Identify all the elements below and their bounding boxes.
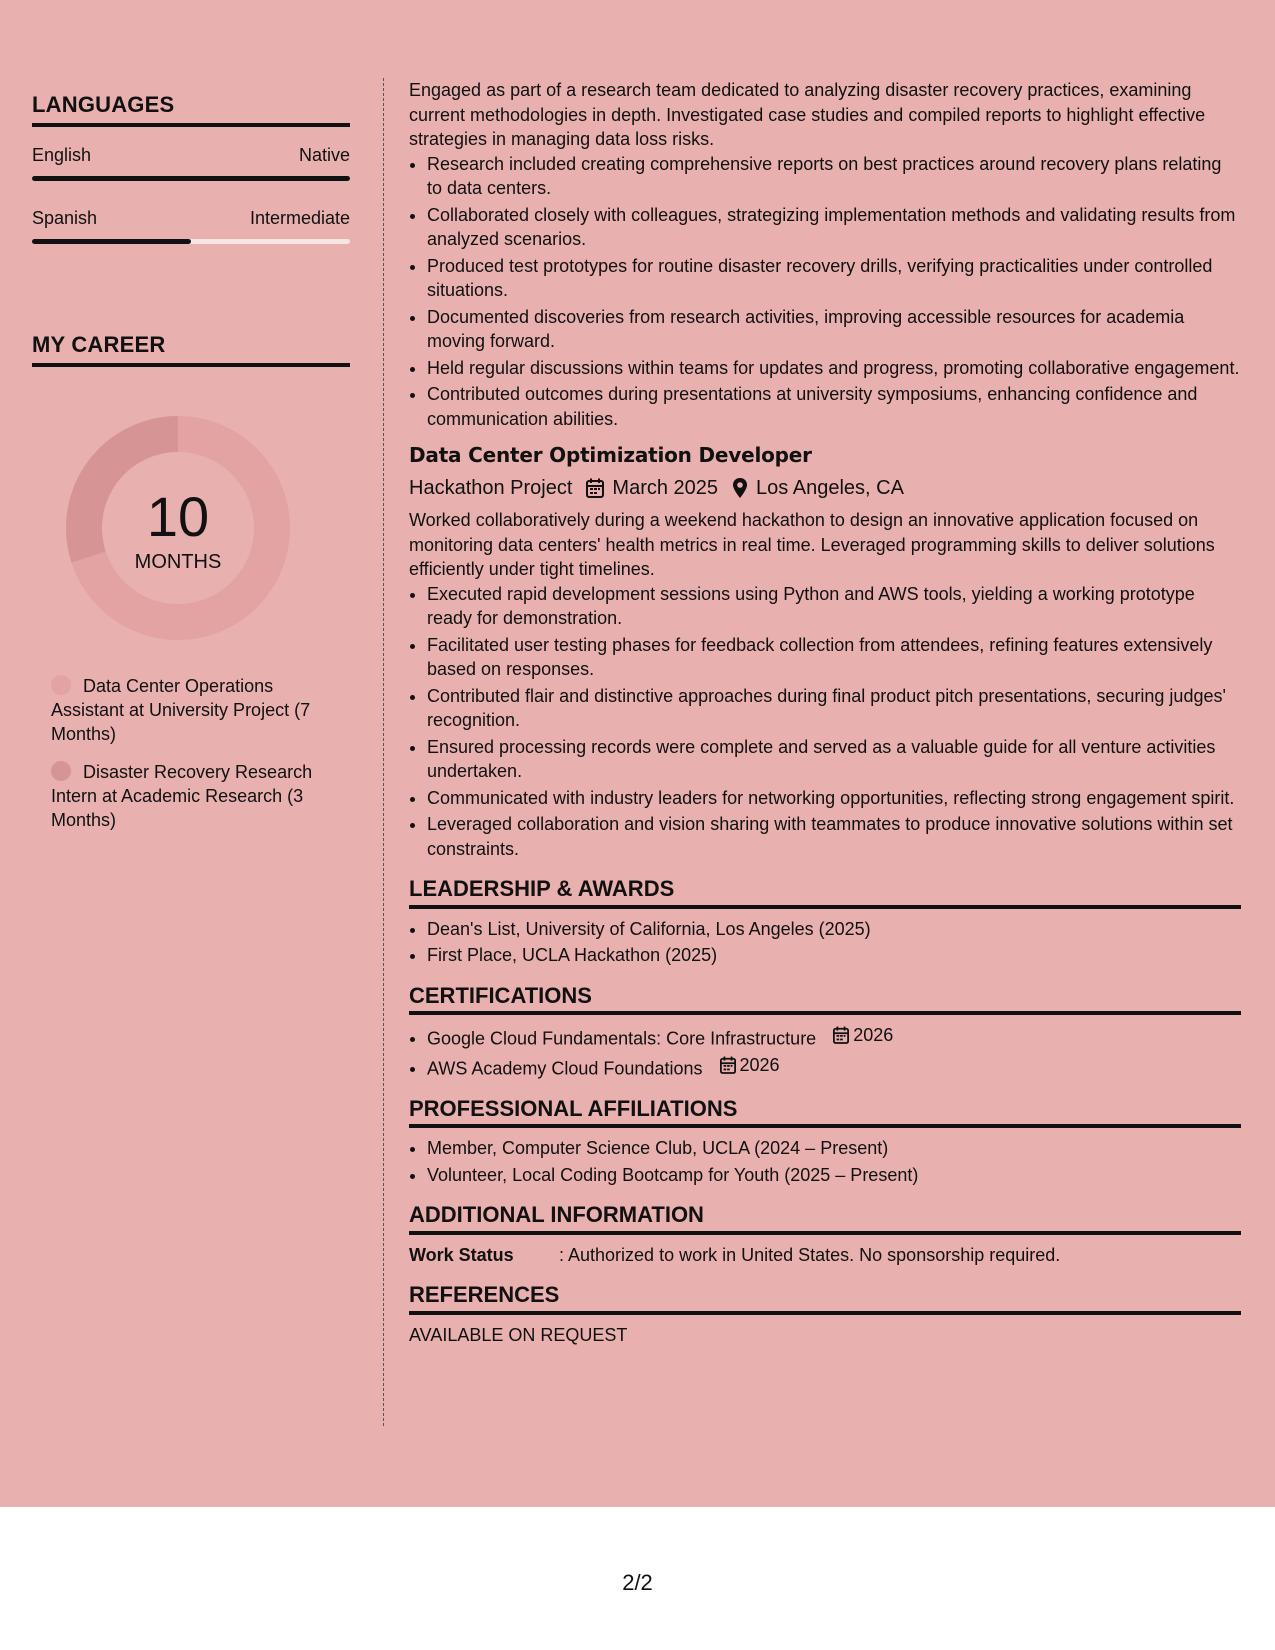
calendar-icon	[720, 1056, 736, 1074]
list-item	[427, 1023, 1241, 1051]
job-bullets	[409, 582, 1241, 862]
list-item: • Collaborated closely with colleagues, strategizing implementation methods and validating results from analyzed scenarios.	[427, 203, 1241, 252]
career-section	[32, 332, 350, 367]
language-proficiency-bar	[32, 176, 350, 181]
certifications-title: CERTIFICATIONS	[409, 984, 1241, 1016]
language-name: Spanish	[32, 208, 98, 228]
leadership-title: LEADERSHIP & AWARDS	[409, 877, 1241, 909]
references-text: AVAILABLE ON REQUEST	[409, 1324, 628, 1345]
language-item	[32, 145, 350, 181]
certification-year: 2026	[853, 1025, 894, 1045]
language-proficiency-fill	[32, 239, 191, 244]
list-item: • Member, Computer Science Club, UCLA (2024 – Present)	[427, 1136, 1241, 1161]
list-item: • Contributed outcomes during presentations at university symposiums, enhancing confidence and communication abilities.	[427, 382, 1241, 431]
certification-name: AWS Academy Cloud Foundations	[427, 1058, 703, 1078]
job-title: Data Center Optimization Developer	[409, 443, 812, 467]
calendar-icon	[586, 478, 604, 498]
donut-center	[66, 416, 290, 640]
career-legend	[51, 674, 341, 846]
list-item: • Documented discoveries from research activities, improving accessible resources for academia moving forward.	[427, 305, 1241, 354]
map-pin-icon	[732, 477, 748, 499]
affiliations-title: PROFESSIONAL AFFILIATIONS	[409, 1097, 1241, 1129]
calendar-icon	[833, 1026, 849, 1044]
legend-dot	[51, 675, 71, 695]
career-title: MY CAREER	[32, 332, 350, 367]
column-divider	[383, 78, 384, 1426]
list-item: • Held regular discussions within teams for updates and progress, promoting collaborative engagement.	[427, 356, 1241, 381]
job-location: Los Angeles, CA	[756, 476, 904, 499]
job-meta	[409, 476, 1241, 501]
experience-bullets	[409, 152, 1241, 432]
list-item: • Leveraged collaboration and vision sharing with teammates to produce innovative solutions within set constraints.	[427, 812, 1241, 861]
right-column	[409, 78, 1241, 1347]
list-item: • First Place, UCLA Hackathon (2025)	[427, 943, 1241, 968]
legend-label: Data Center Operations Assistant at University Project (7 Months)	[51, 676, 311, 744]
language-proficiency-fill	[32, 176, 350, 181]
certification-year: 2026	[739, 1054, 780, 1075]
work-status-value: : Authorized to work in United States. No sponsorship required.	[559, 1244, 1061, 1265]
certification-date	[833, 1023, 893, 1048]
list-item: • Contributed flair and distinctive approaches during final product pitch presentations, securing judges' recognition.	[427, 684, 1241, 733]
list-item: • Communicated with industry leaders for networking opportunities, reflecting strong engagement spirit.	[427, 786, 1241, 811]
job-organization: Hackathon Project	[409, 476, 573, 499]
experience-intro: Engaged as part of a research team dedicated to analyzing disaster recovery practices, examining current methodologies in depth. Investigated case studies and compiled reports to highlight effective strategies in managing data loss risks.	[409, 80, 1206, 149]
legend-label: Disaster Recovery Research Intern at Academic Research (3 Months)	[51, 762, 313, 830]
languages-title: LANGUAGES	[32, 92, 350, 127]
references-title: REFERENCES	[409, 1283, 1241, 1315]
career-donut-chart	[66, 416, 290, 640]
work-status-row	[409, 1243, 1241, 1268]
language-level: Native	[298, 145, 350, 165]
job-summary: Worked collaboratively during a weekend hackathon to design an innovative application focused on monitoring data centers' health metrics in real time. Leveraged programming skills to deliver solutions efficiently under tight timelines.	[409, 510, 1215, 579]
career-total-unit: MONTHS	[134, 550, 222, 573]
list-item: • Volunteer, Local Coding Bootcamp for Youth (2025 – Present)	[427, 1163, 1241, 1188]
additional-info-title: ADDITIONAL INFORMATION	[409, 1203, 1241, 1235]
certification-date	[720, 1053, 780, 1078]
leadership-list	[409, 917, 1241, 968]
languages-section	[32, 92, 350, 244]
language-proficiency-bar	[32, 239, 350, 244]
list-item: • Facilitated user testing phases for feedback collection from attendees, refining features extensively based on responses.	[427, 633, 1241, 682]
list-item: • Produced test prototypes for routine disaster recovery drills, verifying practicalities under controlled situations.	[427, 254, 1241, 303]
certifications-list	[409, 1023, 1241, 1081]
affiliations-list	[409, 1136, 1241, 1187]
language-item	[32, 208, 350, 244]
job-date: March 2025	[612, 476, 719, 499]
legend-dot	[51, 761, 71, 781]
language-level: Intermediate	[249, 208, 350, 228]
list-item	[427, 1053, 1241, 1081]
list-item: • Executed rapid development sessions using Python and AWS tools, yielding a working prototype ready for demonstration.	[427, 582, 1241, 631]
legend-item	[51, 674, 341, 746]
career-total-months: 10	[146, 484, 210, 548]
certification-name: Google Cloud Fundamentals: Core Infrastructure	[427, 1028, 817, 1049]
page-number: 2/2	[622, 1570, 653, 1595]
work-status-label: Work Status	[409, 1244, 514, 1265]
list-item: • Dean's List, University of California, Los Angeles (2025)	[427, 917, 1241, 942]
list-item: • Research included creating comprehensive reports on best practices around recovery plans relating to data centers.	[427, 152, 1241, 201]
language-name: English	[32, 145, 92, 165]
legend-item	[51, 760, 341, 832]
list-item: • Ensured processing records were complete and served as a valuable guide for all venture activities undertaken.	[427, 735, 1241, 784]
